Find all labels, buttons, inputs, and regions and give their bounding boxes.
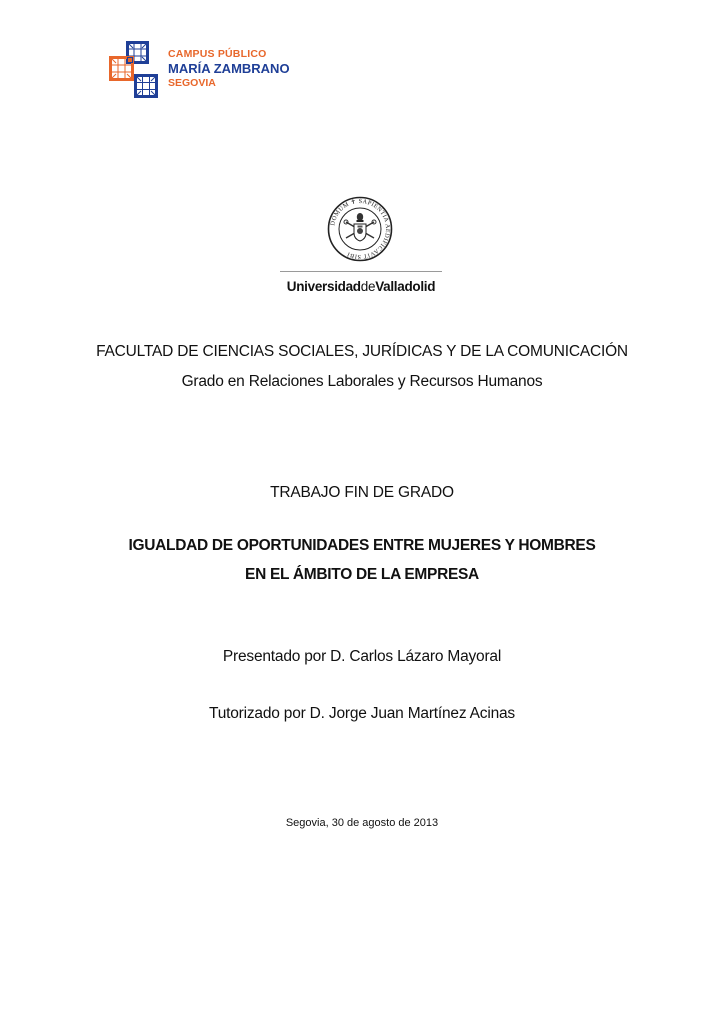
logo-divider bbox=[280, 271, 442, 272]
faculty-name: FACULTAD DE CIENCIAS SOCIALES, JURÍDICAS Y DE LA COMUNICACIÓN bbox=[96, 343, 628, 360]
campus-line-1: CAMPUS PÚBLICO bbox=[168, 48, 267, 60]
campus-logo bbox=[108, 40, 298, 102]
thesis-title-line-1: IGUALDAD DE OPORTUNIDADES ENTRE MUJERES Y HOMBRES bbox=[128, 537, 596, 554]
university-wordmark bbox=[278, 279, 444, 294]
university-seal-icon bbox=[327, 196, 393, 262]
place-and-date: Segovia, 30 de agosto de 2013 bbox=[285, 817, 439, 829]
wordmark-universidad: Universidad bbox=[286, 279, 361, 294]
campus-line-3: SEGOVIA bbox=[168, 77, 216, 89]
degree-name: Grado en Relaciones Laborales y Recursos Humanos bbox=[181, 373, 543, 390]
tutor-line: Tutorizado por D. Jorge Juan Martínez Acinas bbox=[209, 705, 515, 722]
document-type: TRABAJO FIN DE GRADO bbox=[270, 484, 454, 501]
campus-windows-icon bbox=[108, 40, 163, 100]
wordmark-de: de bbox=[360, 279, 376, 294]
campus-line-2: MARÍA ZAMBRANO bbox=[168, 61, 290, 76]
thesis-title-line-2: EN EL ÁMBITO DE LA EMPRESA bbox=[245, 566, 479, 583]
campus-name bbox=[168, 47, 290, 90]
university-logo bbox=[278, 190, 444, 300]
author-line: Presentado por D. Carlos Lázaro Mayoral bbox=[222, 648, 502, 665]
wordmark-valladolid: Valladolid bbox=[375, 279, 436, 294]
svg-text:DOMUM ✝ SAPIENTIA AEDIFICAVIT: DOMUM ✝ SAPIENTIA AEDIFICAVIT SIBI bbox=[329, 197, 392, 261]
